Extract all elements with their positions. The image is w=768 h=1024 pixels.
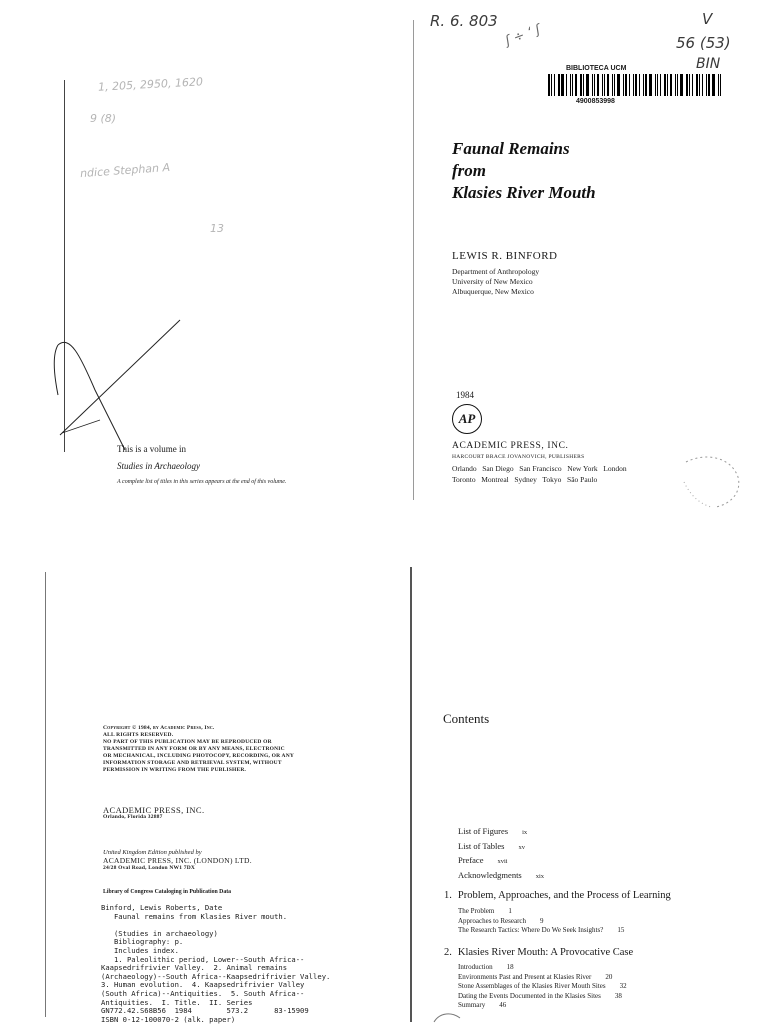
- toc-section[interactable]: Introduction 18: [458, 963, 514, 971]
- barcode-bar: [592, 74, 593, 96]
- copyright-line-4: TRANSMITTED IN ANY FORM OR BY ANY MEANS, ELECTRONIC: [103, 746, 285, 752]
- barcode-bar: [554, 74, 555, 96]
- corner-note-bin: BIN: [696, 56, 721, 72]
- copyright-publisher: ACADEMIC PRESS, INC.: [103, 805, 205, 815]
- affiliation-3: Albuquerque, New Mexico: [452, 287, 534, 296]
- book-title-line-2: from: [452, 161, 486, 180]
- barcode-bar: [548, 74, 550, 96]
- barcode-bar: [643, 74, 644, 96]
- barcode-bar: [586, 74, 589, 96]
- publisher-cities-1: Orlando San Diego San Francisco New York London: [452, 464, 627, 473]
- half-title-line: This is a volume in: [117, 444, 186, 454]
- faint-note-3: ndice Stephan A: [79, 160, 171, 181]
- barcode-bar: [558, 74, 560, 96]
- toc-chapter-2-sections: [458, 963, 627, 1011]
- barcode-bar: [706, 74, 707, 96]
- barcode-bar: [607, 74, 609, 96]
- barcode-bar: [670, 74, 672, 96]
- faint-note-1: 1, 205, 2950, 1620: [97, 75, 204, 94]
- barcode-bar: [689, 74, 690, 96]
- book-title-line-1: Faunal Remains: [452, 139, 570, 158]
- publisher-logo-icon: [452, 404, 482, 434]
- barcode-bar: [597, 74, 599, 96]
- author-name: LEWIS R. BINFORD: [452, 250, 558, 262]
- toc-front-item[interactable]: List of Tables xv: [458, 840, 525, 851]
- publisher-cities-2: Toronto Montreal Sydney Tokyo São Paulo: [452, 475, 598, 484]
- barcode-bar: [604, 74, 605, 96]
- pencil-strokes-icon: [40, 315, 200, 455]
- barcode-bar: [699, 74, 700, 96]
- barcode-bar: [614, 74, 615, 96]
- toc-chapter-2[interactable]: 2. Klasies River Mouth: A Provocative Case: [444, 947, 634, 958]
- stamp-remnant-icon: [676, 452, 746, 512]
- barcode-bar: [680, 74, 683, 96]
- gutter-line: [413, 20, 414, 500]
- barcode-bar: [566, 74, 567, 96]
- toc-section[interactable]: Approaches to Research 9: [458, 916, 544, 925]
- bottom-spread: [0, 512, 768, 1024]
- barcode-bar: [667, 74, 668, 96]
- corner-note-shelf: 56 (53): [676, 34, 731, 52]
- barcode-bar: [692, 74, 693, 96]
- barcode-bar: [675, 74, 676, 96]
- copyright-line-6: INFORMATION STORAGE AND RETRIEVAL SYSTEM, WITHOUT: [103, 760, 282, 766]
- barcode-number: 4900853998: [576, 98, 615, 105]
- barcode-bar: [561, 74, 564, 96]
- barcode-bar: [629, 74, 630, 96]
- book-title-line-3: Klasies River Mouth: [452, 183, 596, 202]
- barcode-bar: [625, 74, 627, 96]
- left-edge-line: [45, 572, 46, 1017]
- gutter-line-bottom: [410, 567, 412, 1022]
- barcode-bar: [649, 74, 652, 96]
- toc-chapter-1-sections: [458, 907, 624, 936]
- publication-year: 1984: [456, 390, 474, 400]
- faint-note-2: 9 (8): [90, 112, 117, 125]
- faint-note-4: 13: [210, 222, 224, 235]
- copyright-line-1: Copyright © 1984, by Academic Press, Inc.: [103, 725, 215, 731]
- copyright-line-3: NO PART OF THIS PUBLICATION MAY BE REPRODUCED OR: [103, 739, 272, 745]
- copyright-line-7: PERMISSION IN WRITING FROM THE PUBLISHER.: [103, 767, 247, 773]
- corner-note-v: V: [702, 10, 713, 28]
- toc-section[interactable]: Stone Assemblages of the Klasies River Mouth Sites 32: [458, 982, 627, 991]
- barcode-bar: [594, 74, 595, 96]
- cip-heading: Library of Congress Cataloging in Publication Data: [103, 889, 232, 895]
- barcode-bar: [572, 74, 573, 96]
- toc-section[interactable]: Summary 46: [458, 1001, 507, 1010]
- barcode-bar: [664, 74, 666, 96]
- toc-front-matter: [458, 825, 544, 883]
- bottom-edge-mark-icon: [430, 1010, 470, 1024]
- barcode-bar: [623, 74, 624, 96]
- toc-front-item[interactable]: Acknowledgments xix: [458, 869, 545, 880]
- toc-section[interactable]: Environments Past and Present at Klasies River 20: [458, 972, 613, 981]
- barcode-bar: [575, 74, 577, 96]
- affiliation-2: University of New Mexico: [452, 277, 533, 286]
- toc-section[interactable]: Dating the Events Documented in the Klasies Sites 38: [458, 991, 622, 1000]
- barcode-bar: [645, 74, 647, 96]
- cip-record: Binford, Lewis Roberts, Date Faunal remains from Klasies River mouth. (Studies in archaeology) Bibliography: p. Includes index. 1. Paleolithic period, Lower--South Africa-- Kaapsedrifrivier Valley. 2. Animal remains (Archaeology)--South Africa--Kaapsedrifrivier Valley. 3. Human evolution. 4. Kaapsedrifrivier Valley (South Africa)--Antiquities. 5. South Africa-- Antiquities. I. Title. II. Series GN772.42.S68B56 1984 573.2 83-15909 ISBN 0-12-100070-2 (alk. paper): [101, 903, 331, 1024]
- toc-front-item[interactable]: Preface xvii: [458, 855, 508, 865]
- barcode-bar: [708, 74, 710, 96]
- barcode-bar: [551, 74, 552, 96]
- barcode-bar: [602, 74, 603, 96]
- barcode-bar: [580, 74, 582, 96]
- series-name: Studies in Archaeology: [117, 461, 200, 471]
- uk-address: 24/28 Oval Road, London NW1 7DX: [103, 865, 196, 871]
- publisher-sub: HARCOURT BRACE JOVANOVICH, PUBLISHERS: [452, 454, 585, 460]
- uk-publisher: ACADEMIC PRESS, INC. (LONDON) LTD.: [103, 856, 252, 865]
- barcode-icon: [548, 74, 723, 96]
- toc-section[interactable]: The Problem 1: [458, 907, 512, 915]
- toc-front-item[interactable]: List of Figures ix: [458, 826, 528, 836]
- toc-chapter-1[interactable]: 1. Problem, Approaches, and the Process of Learning: [444, 890, 671, 901]
- barcode-bar: [712, 74, 715, 96]
- barcode-bar: [718, 74, 719, 96]
- barcode-bar: [696, 74, 698, 96]
- barcode-bar: [583, 74, 584, 96]
- contents-title: Contents: [443, 711, 490, 726]
- barcode-bar: [617, 74, 620, 96]
- barcode-bar: [570, 74, 571, 96]
- toc-section[interactable]: The Research Tactics: Where Do We Seek Insights? 15: [458, 926, 625, 935]
- affiliation-1: Department of Anthropology: [452, 267, 540, 276]
- library-label: BIBLIOTECA UCM: [566, 65, 627, 72]
- copyright-publisher-address: Orlando, Florida 32887: [103, 814, 163, 820]
- barcode-bar: [657, 74, 658, 96]
- copyright-line-2: ALL RIGHTS RESERVED.: [103, 732, 174, 738]
- barcode-bar: [612, 74, 613, 96]
- copyright-line-5: OR MECHANICAL, INCLUDING PHOTOCOPY, RECORDING, OR ANY: [103, 753, 295, 759]
- barcode-bar: [639, 74, 640, 96]
- barcode-bar: [720, 74, 721, 96]
- series-note: A complete list of titles in this series appears at the end of this volume.: [117, 479, 287, 485]
- call-number: R. 6. 803: [430, 12, 498, 30]
- barcode-bar: [635, 74, 637, 96]
- barcode-bar: [686, 74, 688, 96]
- scribble-top: ʃ ÷ ʻ ʃ: [503, 22, 543, 49]
- barcode-bar: [677, 74, 678, 96]
- publisher-logo-letters: AP: [458, 411, 476, 426]
- barcode-bar: [702, 74, 703, 96]
- barcode-bar: [660, 74, 661, 96]
- barcode-bar: [633, 74, 634, 96]
- publisher-name: ACADEMIC PRESS, INC.: [452, 441, 569, 451]
- uk-edition-line: United Kingdom Edition published by: [103, 849, 202, 856]
- barcode-bar: [655, 74, 656, 96]
